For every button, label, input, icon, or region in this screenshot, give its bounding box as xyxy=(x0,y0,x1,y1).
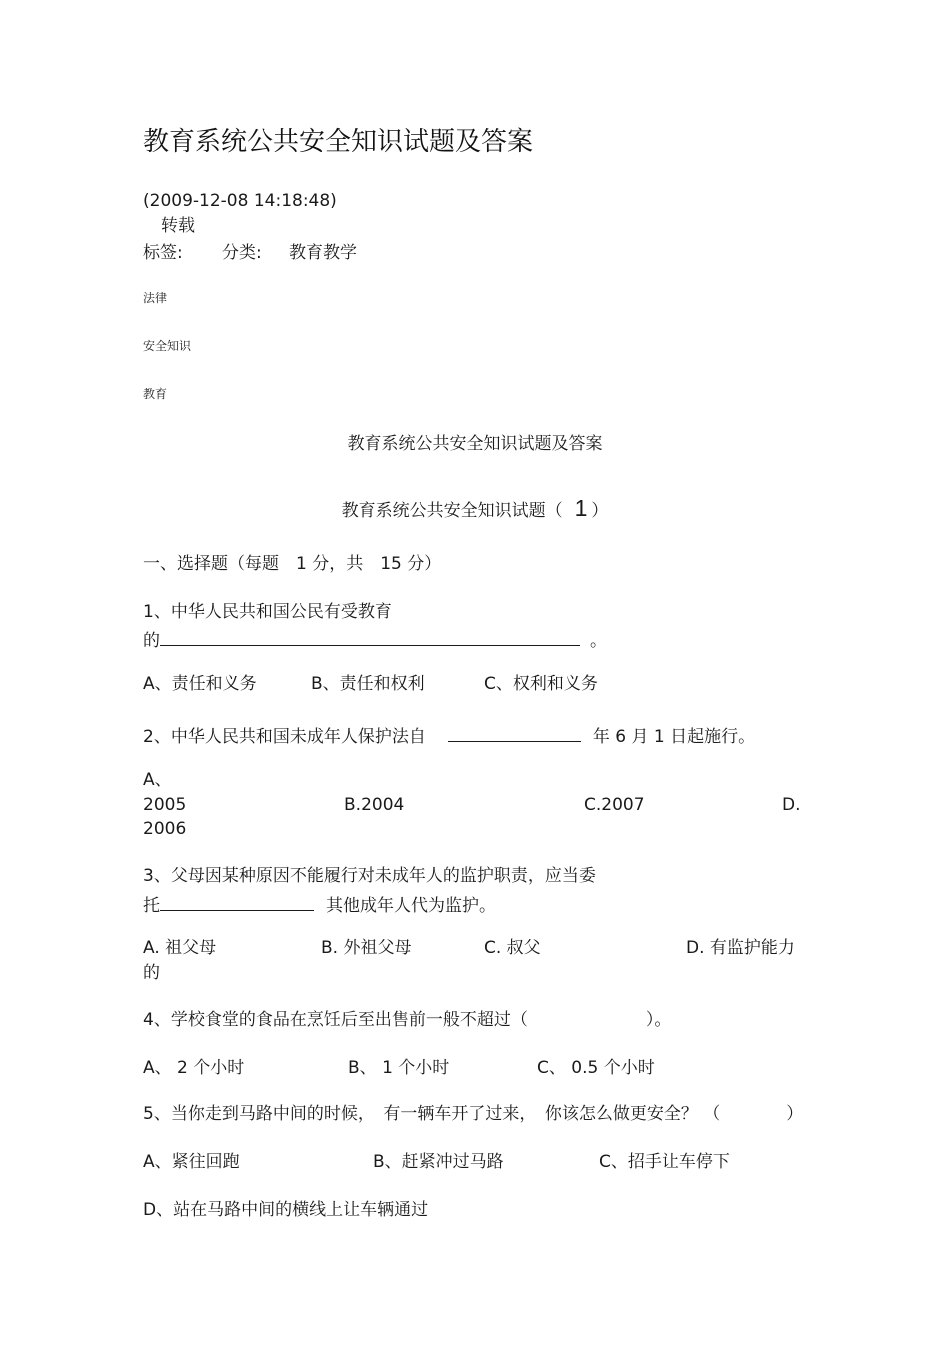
question-2 xyxy=(143,724,755,746)
option-3b: B. 外祖父母 xyxy=(321,938,412,958)
question-5-text: 5、当你走到马路中间的时候， 有一辆车开了过来， 你该怎么做更安全？ （ xyxy=(143,1104,721,1124)
question-1-suffix: 。 xyxy=(590,631,607,651)
tag-link-safety[interactable]: 安全知识 xyxy=(143,339,192,353)
tag-link-education[interactable]: 教育 xyxy=(143,387,168,401)
category-label: 分类: xyxy=(222,243,262,263)
option-2a-value: 2005 xyxy=(143,795,187,815)
option-3d-cont: 的 xyxy=(143,963,160,983)
question-4-close: ）。 xyxy=(645,1010,672,1030)
tag-label: 标签: xyxy=(143,243,183,263)
answer-blank xyxy=(448,724,581,742)
answer-blank xyxy=(160,628,580,646)
option-1b: B、责任和权利 xyxy=(311,674,425,694)
post-date: (2009-12-08 14:18:48) xyxy=(143,191,337,211)
option-2d-label: D. xyxy=(782,795,801,815)
question-1-line1: 1、中华人民共和国公民有受教育 xyxy=(143,602,392,622)
question-2-text: 2、中华人民共和国未成年人保护法自 xyxy=(143,727,426,747)
question-3-line1: 3、父母因某种原因不能履行对未成年人的监护职责，应当委 xyxy=(143,866,596,886)
option-3d: D. 有监护能力 xyxy=(686,938,795,958)
option-2b: B.2004 xyxy=(344,795,405,815)
question-5-close: ） xyxy=(786,1104,804,1124)
option-4b: B、 1 个小时 xyxy=(348,1058,450,1078)
category-value[interactable]: 教育教学 xyxy=(289,243,357,263)
doc-subheading xyxy=(0,497,950,520)
option-3a: A. 祖父母 xyxy=(143,938,217,958)
question-1-prefix: 的 xyxy=(143,631,160,651)
option-5d: D、站在马路中间的横线上让车辆通过 xyxy=(143,1200,429,1220)
option-5c: C、招手让车停下 xyxy=(599,1152,730,1172)
question-4 xyxy=(143,1012,671,1029)
doc-heading: 教育系统公共安全知识试题及答案 xyxy=(347,434,603,454)
option-2d-value: 2006 xyxy=(143,819,187,839)
option-3c: C. 叔父 xyxy=(484,938,541,958)
subheading-text: 教育系统公共安全知识试题（ xyxy=(341,501,563,521)
option-2c: C.2007 xyxy=(584,795,645,815)
repost-label: 转载 xyxy=(161,216,195,236)
option-1a: A、责任和义务 xyxy=(143,674,257,694)
question-1-line2 xyxy=(143,628,607,650)
question-3-line2 xyxy=(143,893,496,915)
section-title: 一、选择题（每题 1 分，共 15 分） xyxy=(143,554,442,574)
question-3-suffix: 其他成年人代为监护。 xyxy=(326,896,496,916)
subheading-close: ） xyxy=(591,501,609,521)
option-2a-label: A、 xyxy=(143,770,172,790)
subheading-number: 1 xyxy=(574,495,588,521)
option-5a: A、紧往回跑 xyxy=(143,1152,240,1172)
option-5b: B、赶紧冲过马路 xyxy=(373,1152,504,1172)
option-4a: A、 2 个小时 xyxy=(143,1058,245,1078)
question-2-suffix: 年 6 月 1 日起施行。 xyxy=(592,727,756,747)
question-3-prefix: 托 xyxy=(143,896,160,916)
page-title: 教育系统公共安全知识试题及答案 xyxy=(143,127,534,157)
option-4c: C、 0.5 个小时 xyxy=(537,1058,655,1078)
question-4-text: 4、学校食堂的食品在烹饪后至出售前一般不超过（ xyxy=(143,1010,528,1030)
tag-link-law[interactable]: 法律 xyxy=(143,291,168,305)
question-5 xyxy=(143,1106,803,1123)
option-1c: C、权利和义务 xyxy=(484,674,598,694)
answer-blank xyxy=(160,893,314,911)
